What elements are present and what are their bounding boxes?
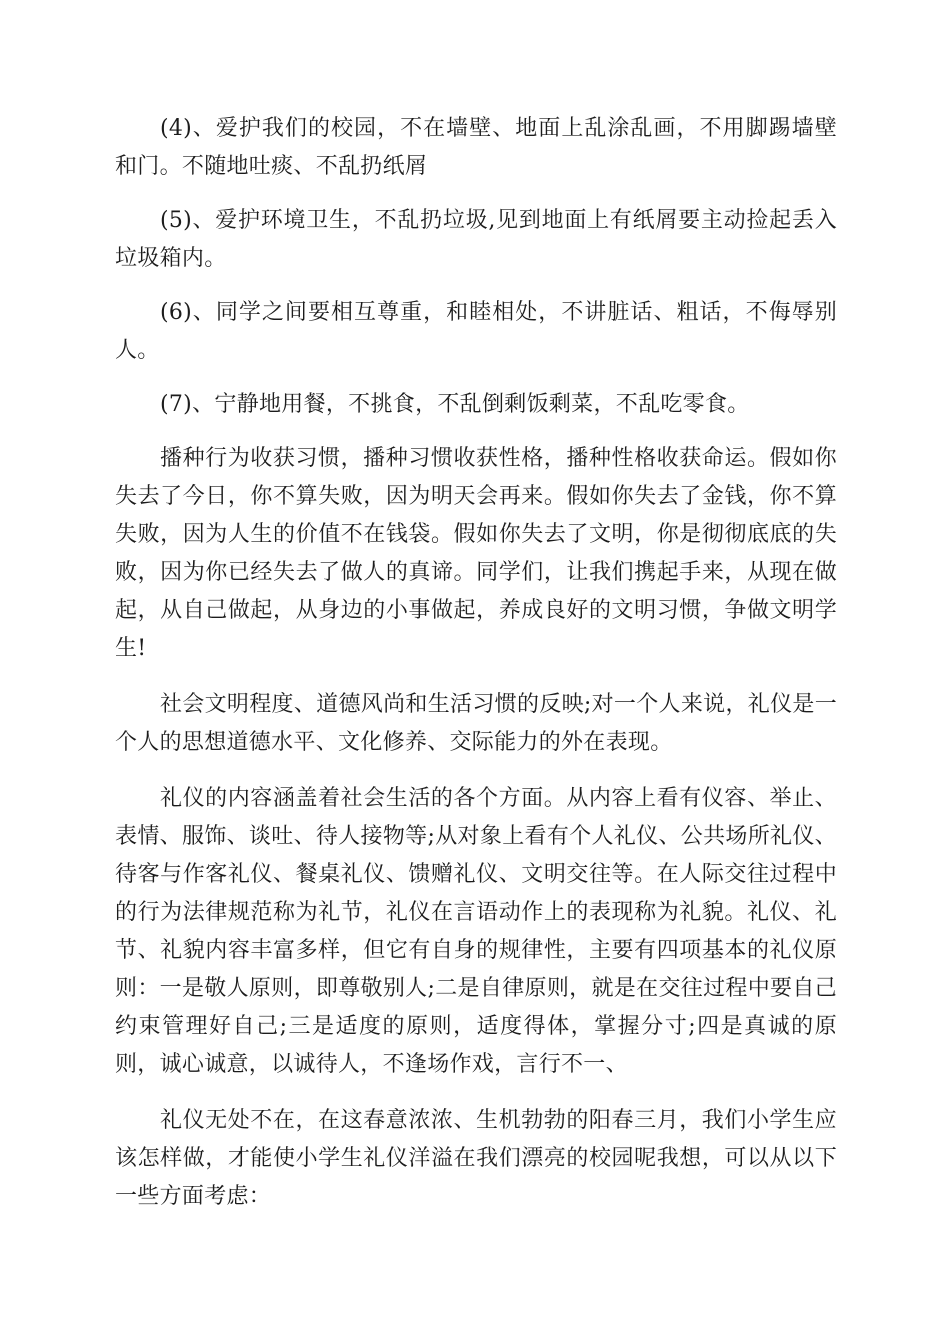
rule-item-7: (7)、宁静地用餐，不挑食，不乱倒剩饭剩菜，不乱吃零食。	[160, 392, 750, 417]
paragraph-habits: 播种行为收获习惯，播种习惯收获性格，播种性格收获命运。假如你失去了今日，你不算失败，因为明天会再来。假如你失去了金钱，你不算失败，因为人生的价值不在钱袋。假如你失去了文明，你是彻彻底底的失败，因为你已经失去了做人的真谛。同学们，让我们携起手来，从现在做起，从自己做起，从身边的小事做起，养成良好的文明习惯，争做文明学生!	[115, 446, 837, 661]
rule-item-4: (4)、爱护我们的校园，不在墙壁、地面上乱涂乱画，不用脚踢墙壁和门。不随地吐痰、不乱扔纸屑	[115, 116, 837, 179]
document-body	[115, 110, 837, 1234]
paragraph-etiquette-everywhere: 礼仪无处不在，在这春意浓浓、生机勃勃的阳春三月，我们小学生应该怎样做，才能使小学生礼仪洋溢在我们漂亮的校园呢我想，可以从以下一些方面考虑：	[115, 1108, 837, 1209]
rule-item-5: (5)、爱护环境卫生，不乱扔垃圾,见到地面上有纸屑要主动捡起丢入垃圾箱内。	[115, 208, 837, 271]
paragraph-etiquette-definition: 社会文明程度、道德风尚和生活习惯的反映;对一个人来说，礼仪是一个人的思想道德水平、文化修养、交际能力的外在表现。	[115, 692, 837, 755]
paragraph-etiquette-content: 礼仪的内容涵盖着社会生活的各个方面。从内容上看有仪容、举止、表情、服饰、谈吐、待人接物等;从对象上看有个人礼仪、公共场所礼仪、待客与作客礼仪、餐桌礼仪、馈赠礼仪、文明交往等。在人际交往过程中的行为法律规范称为礼节，礼仪在言语动作上的表现称为礼貌。礼仪、礼节、礼貌内容丰富多样，但它有自身的规律性，主要有四项基本的礼仪原则：一是敬人原则，即尊敬别人;二是自律原则，就是在交往过程中要自己约束管理好自己;三是适度的原则，适度得体，掌握分寸;四是真诚的原则，诚心诚意，以诚待人，不逢场作戏，言行不一、	[115, 786, 837, 1077]
rule-item-6: (6)、同学之间要相互尊重，和睦相处，不讲脏话、粗话，不侮辱别人。	[115, 300, 837, 363]
